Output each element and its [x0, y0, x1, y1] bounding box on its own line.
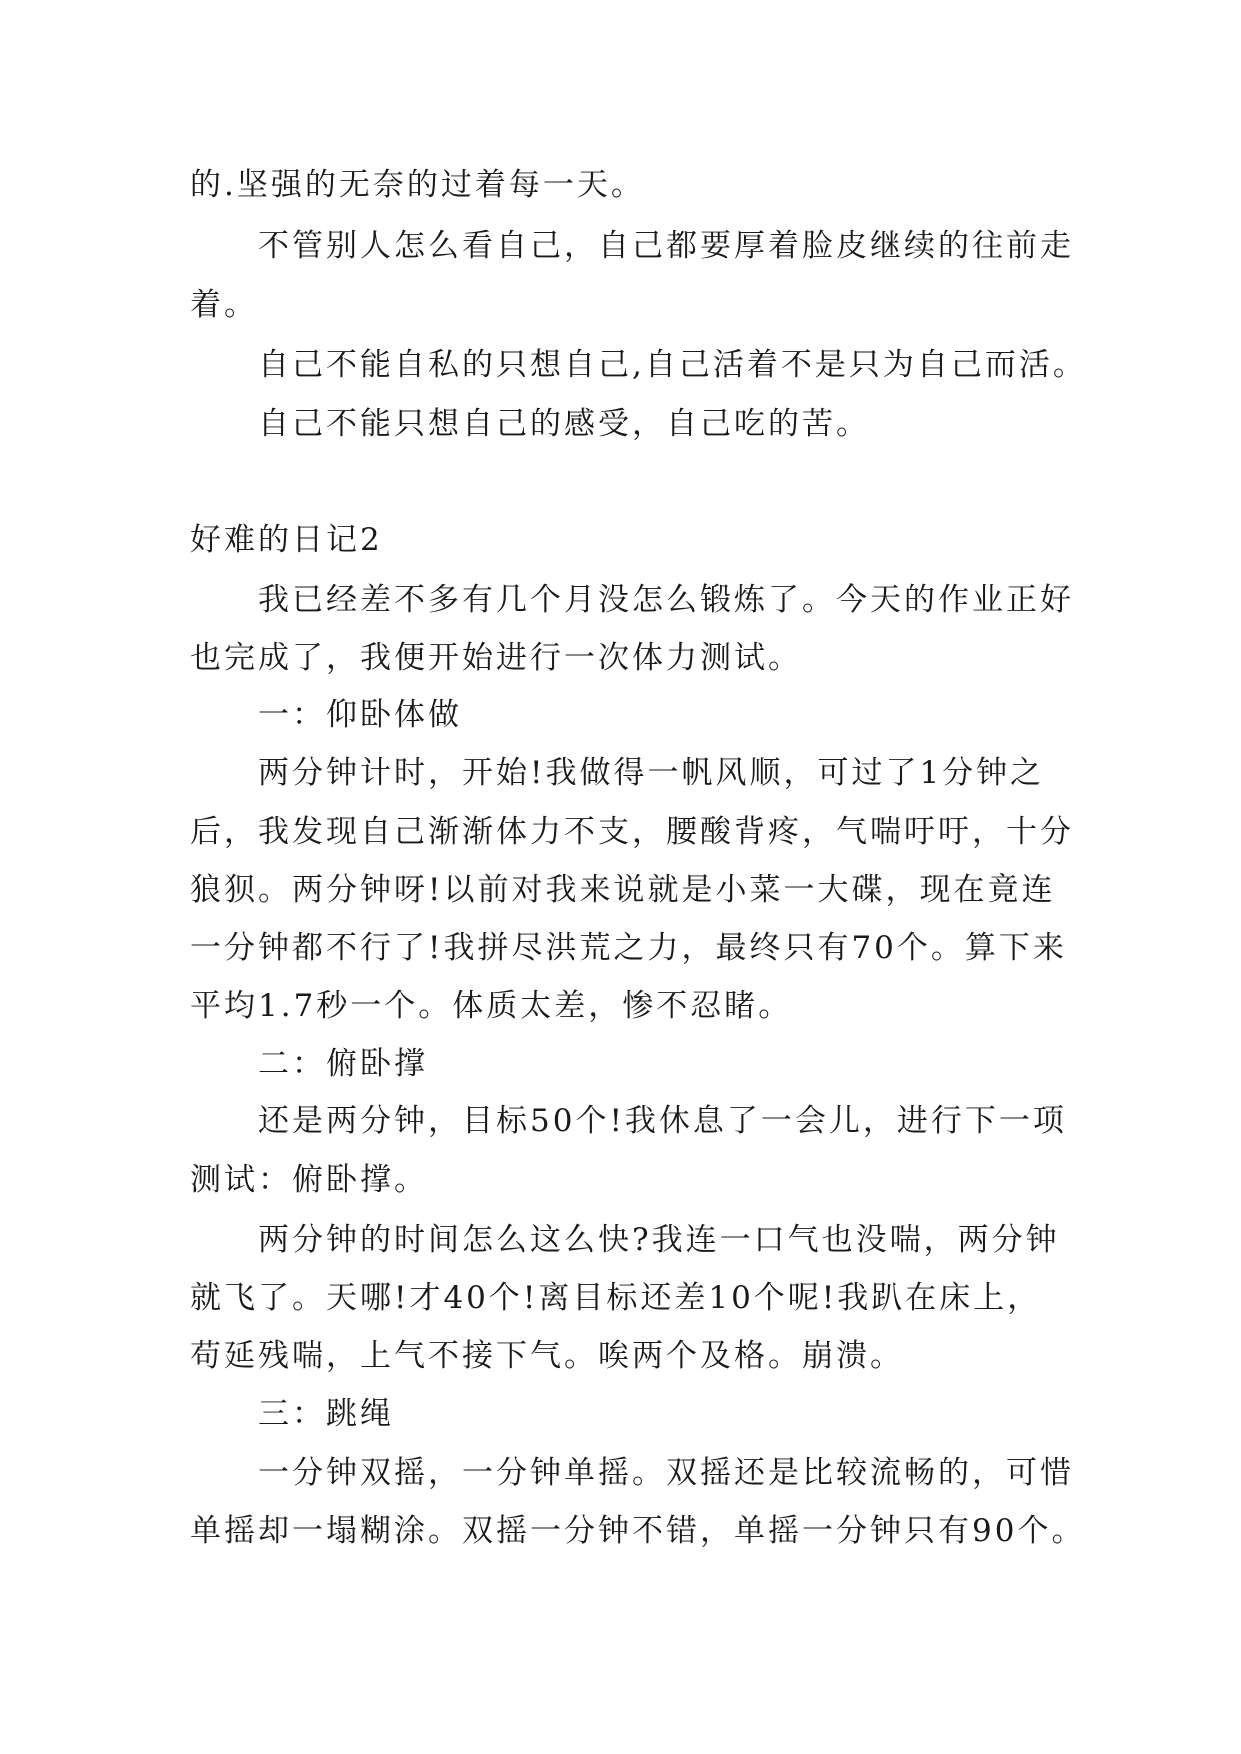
text-line: 两分钟计时，开始!我做得一帆风顺，可过了1分钟之	[258, 755, 1045, 791]
text-line: 狼狈。两分钟呀!以前对我来说就是小菜一大碟，现在竟连	[190, 872, 1056, 908]
text-line: 两分钟的时间怎么这么快?我连一口气也没喘，两分钟	[258, 1222, 1060, 1258]
text-line: 还是两分钟，目标50个!我休息了一会儿，进行下一项	[258, 1103, 1067, 1139]
subheading: 二：俯卧撑	[258, 1046, 428, 1082]
text-line: 苟延残喘，上气不接下气。唉两个及格。崩溃。	[190, 1338, 904, 1374]
text-line: 单摇却一塌糊涂。双摇一分钟不错，单摇一分钟只有90个。	[190, 1513, 1086, 1549]
text-line: 我已经差不多有几个月没怎么锻炼了。今天的作业正好	[258, 582, 1074, 618]
text-line: 平均1.7秒一个。体质太差，惨不忍睹。	[190, 988, 793, 1024]
text-line: 着。	[190, 287, 258, 323]
text-line: 后，我发现自己渐渐体力不支，腰酸背疼，气喘吁吁，十分	[190, 814, 1074, 850]
text-line: 一分钟都不行了!我拼尽洪荒之力，最终只有70个。算下来	[190, 930, 1067, 966]
subheading: 三：跳绳	[258, 1396, 394, 1432]
section-heading: 好难的日记2	[190, 522, 383, 558]
text-line: 的.坚强的无奈的过着每一天。	[190, 167, 645, 203]
text-line: 自己不能只想自己的感受，自己吃的苦。	[258, 406, 870, 442]
text-line: 不管别人怎么看自己，自己都要厚着脸皮继续的往前走	[258, 228, 1074, 264]
text-line: 自己不能自私的只想自己,自己活着不是只为自己而活。	[258, 347, 1087, 383]
text-line: 就飞了。天哪!才40个!离目标还差10个呢!我趴在床上，	[190, 1280, 1042, 1316]
text-line: 测试：俯卧撑。	[190, 1162, 428, 1198]
text-line: 也完成了，我便开始进行一次体力测试。	[190, 640, 802, 676]
subheading: 一：仰卧体做	[258, 697, 462, 733]
text-line: 一分钟双摇，一分钟单摇。双摇还是比较流畅的，可惜	[258, 1455, 1074, 1491]
